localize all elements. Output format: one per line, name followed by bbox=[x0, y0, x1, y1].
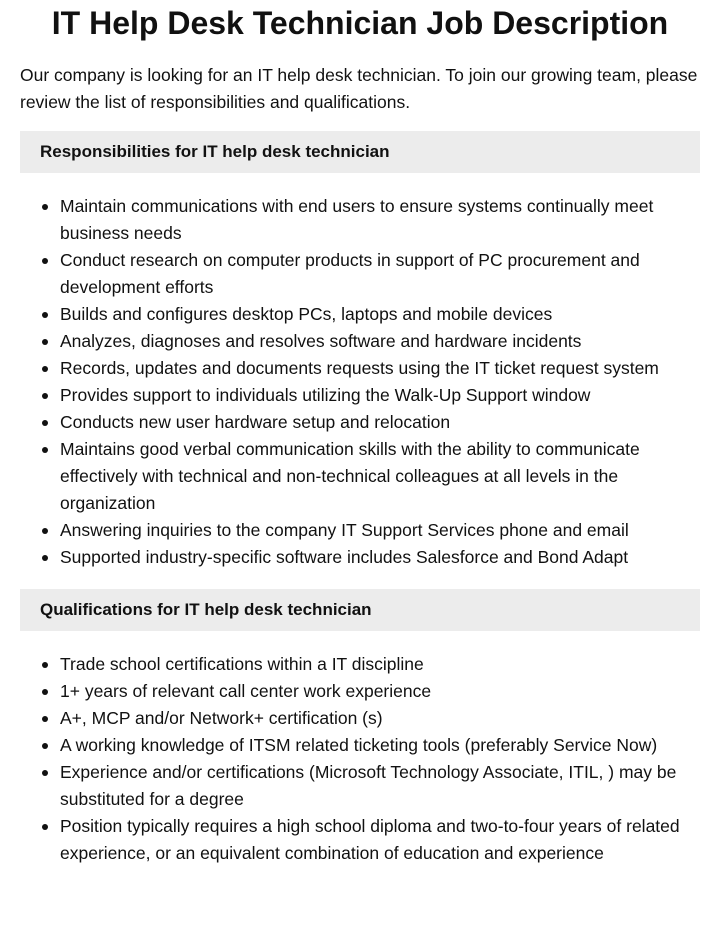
list-item: Position typically requires a high school diploma and two-to-four years of related experience, or an equivalent combination of education and experience bbox=[60, 813, 700, 867]
responsibilities-header bbox=[20, 131, 700, 173]
list-item: 1+ years of relevant call center work experience bbox=[60, 678, 700, 705]
list-item: Maintain communications with end users to ensure systems continually meet business needs bbox=[60, 193, 700, 247]
page-title: IT Help Desk Technician Job Description bbox=[51, 5, 669, 41]
list-item: Analyzes, diagnoses and resolves software and hardware incidents bbox=[60, 328, 700, 355]
qualifications-heading: Qualifications for IT help desk technician bbox=[40, 600, 372, 619]
intro-paragraph: Our company is looking for an IT help desk technician. To join our growing team, please review the list of responsibilities and qualifications. bbox=[20, 65, 698, 112]
list-item: Answering inquiries to the company IT Support Services phone and email bbox=[60, 517, 700, 544]
list-item: A+, MCP and/or Network+ certification (s) bbox=[60, 705, 700, 732]
list-item: A working knowledge of ITSM related ticketing tools (preferably Service Now) bbox=[60, 732, 700, 759]
list-item: Experience and/or certifications (Microsoft Technology Associate, ITIL, ) may be substituted for a degree bbox=[60, 759, 700, 813]
list-item: Conducts new user hardware setup and relocation bbox=[60, 409, 700, 436]
qualifications-list bbox=[20, 651, 700, 867]
list-item: Records, updates and documents requests using the IT ticket request system bbox=[60, 355, 700, 382]
list-item: Provides support to individuals utilizing the Walk-Up Support window bbox=[60, 382, 700, 409]
responsibilities-heading: Responsibilities for IT help desk technician bbox=[40, 142, 390, 161]
list-item: Builds and configures desktop PCs, laptops and mobile devices bbox=[60, 301, 700, 328]
list-item: Conduct research on computer products in support of PC procurement and development efforts bbox=[60, 247, 700, 301]
list-item: Maintains good verbal communication skills with the ability to communicate effectively with technical and non-technical colleagues at all levels in the organization bbox=[60, 436, 700, 517]
responsibilities-list bbox=[20, 193, 700, 571]
list-item: Supported industry-specific software includes Salesforce and Bond Adapt bbox=[60, 544, 700, 571]
list-item: Trade school certifications within a IT discipline bbox=[60, 651, 700, 678]
qualifications-header bbox=[20, 589, 700, 631]
